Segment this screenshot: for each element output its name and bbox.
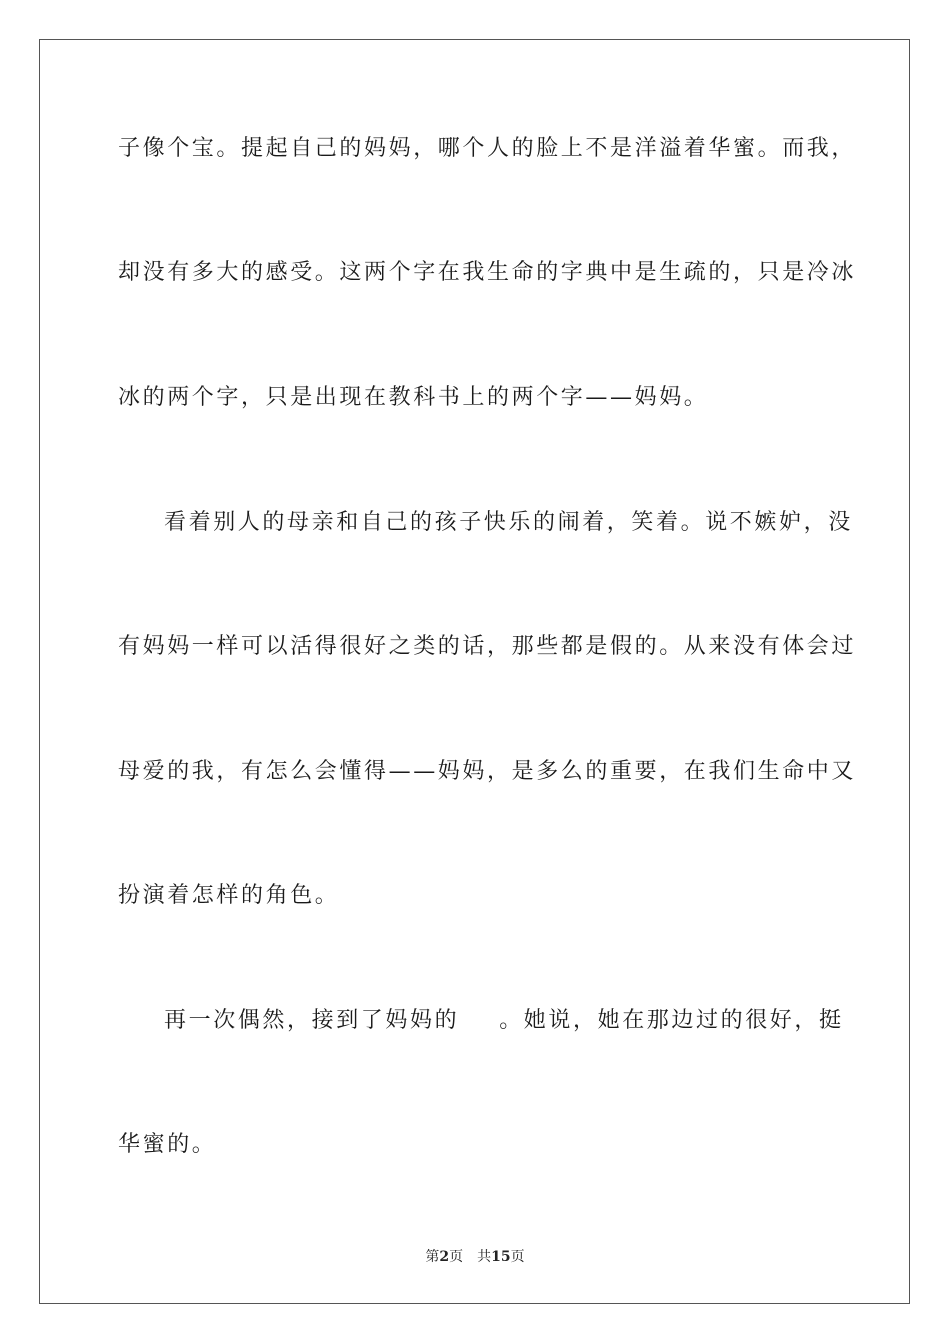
body-line-7: 扮演着怎样的角色。 <box>118 883 340 908</box>
total-page-count: 15 <box>491 1249 511 1265</box>
body-line-6: 母爱的我，有怎么会懂得——妈妈，是多么的重要，在我们生命中又 <box>118 759 857 784</box>
body-line-1: 子像个宝。提起自己的妈妈，哪个人的脸上不是洋溢着华蜜。而我， <box>118 136 857 161</box>
page-border <box>39 39 910 1304</box>
page-suffix: 页 <box>449 1249 464 1265</box>
body-line-8-part-2: 。她说，她在那边过的很好，挺 <box>499 1008 844 1033</box>
total-suffix: 页 <box>510 1249 525 1265</box>
body-line-9: 华蜜的。 <box>118 1132 217 1157</box>
total-prefix: 共 <box>477 1249 492 1265</box>
page-footer <box>0 1248 950 1266</box>
body-line-3: 冰的两个字，只是出现在教科书上的两个字——妈妈。 <box>118 385 709 410</box>
body-line-8-part-1: 再一次偶然，接到了妈妈的 <box>164 1008 460 1033</box>
body-line-8 <box>164 1006 844 1036</box>
body-line-4: 看着别人的母亲和自己的孩子快乐的闹着，笑着。说不嫉妒，没 <box>164 510 853 535</box>
current-page-number: 2 <box>439 1249 450 1265</box>
page-prefix: 第 <box>425 1249 440 1265</box>
body-line-5: 有妈妈一样可以活得很好之类的话，那些都是假的。从来没有体会过 <box>118 634 857 659</box>
body-line-2: 却没有多大的感受。这两个字在我生命的字典中是生疏的，只是冷冰 <box>118 260 857 285</box>
